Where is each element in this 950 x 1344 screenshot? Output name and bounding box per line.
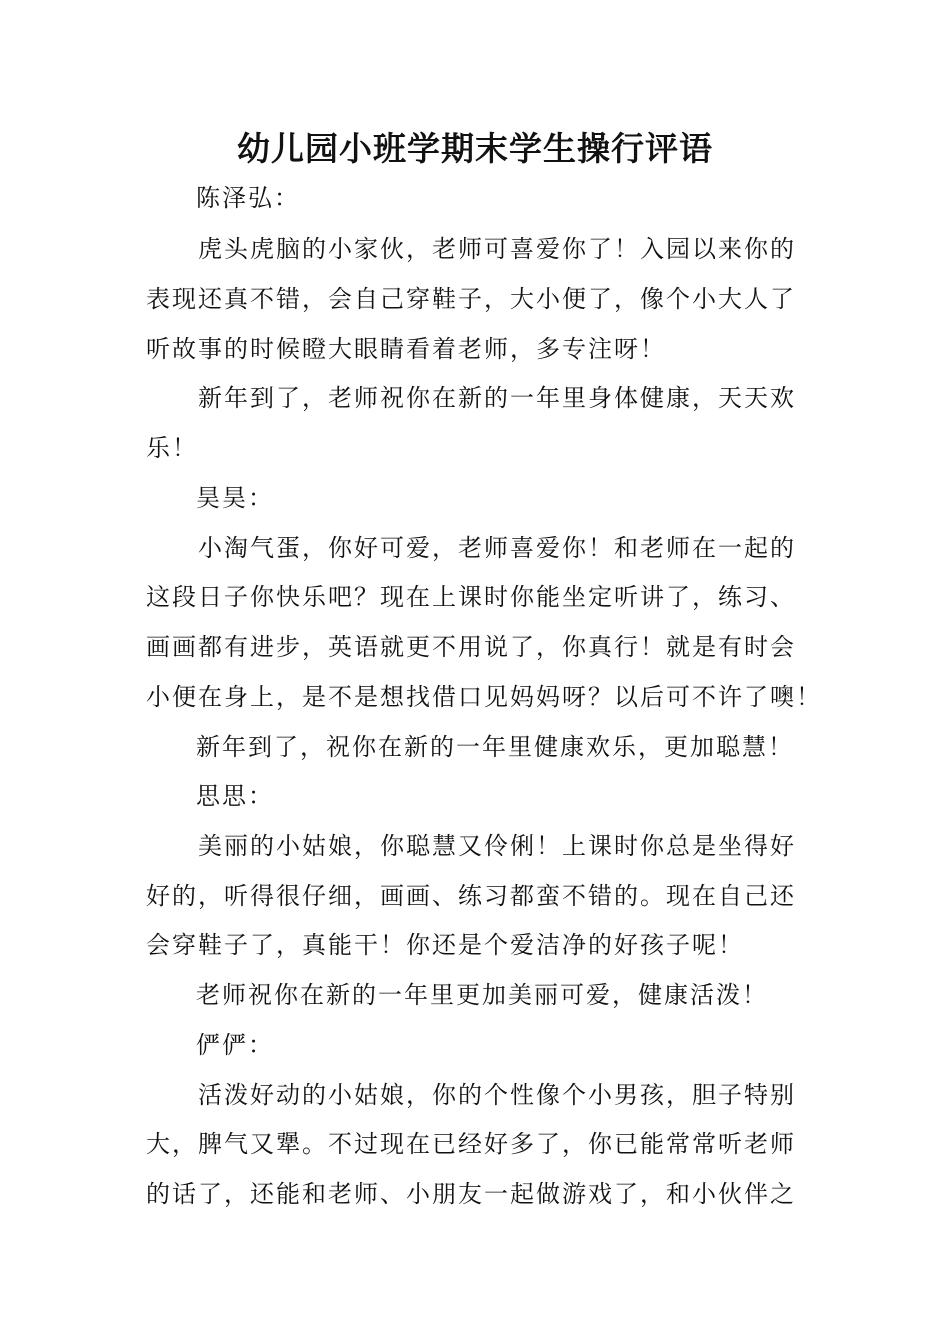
student-name-line: 陈泽弘： (196, 184, 300, 212)
paragraph-line: 画画都有进步，英语就更不用说了，你真行！就是有时会 (146, 633, 796, 661)
student-name-line: 思思： (196, 782, 274, 810)
paragraph-line: 虎头虎脑的小家伙，老师可喜爱你了！入园以来你的 (198, 235, 796, 263)
paragraph-line: 表现还真不错，会自己穿鞋子，大小便了，像个小大人了 (146, 285, 796, 313)
paragraph-line: 听故事的时候瞪大眼睛看着老师，多专注呀！ (146, 335, 666, 363)
document-title: 幼儿园小班学期末学生操行评语 (237, 129, 713, 168)
paragraph-line: 会穿鞋子了，真能干！你还是个爱洁净的好孩子呢！ (146, 931, 744, 959)
paragraph-line: 好的，听得很仔细，画画、练习都蛮不错的。现在自己还 (146, 882, 796, 910)
paragraph-line: 小淘气蛋，你好可爱，老师喜爱你！和老师在一起的 (198, 534, 796, 562)
student-name-line: 昊昊： (196, 484, 274, 512)
paragraph-line: 美丽的小姑娘，你聪慧又伶俐！上课时你总是坐得好 (198, 832, 796, 860)
paragraph-line: 新年到了，老师祝你在新的一年里身体健康，天天欢 (198, 384, 796, 412)
paragraph-line: 这段日子你快乐吧？现在上课时你能坐定听讲了，练习、 (146, 583, 796, 611)
paragraph-line: 活泼好动的小姑娘，你的个性像个小男孩，胆子特别 (198, 1081, 796, 1109)
paragraph-line: 小便在身上，是不是想找借口见妈妈呀？以后可不许了噢！ (146, 683, 822, 711)
paragraph-line: 乐！ (146, 434, 198, 462)
paragraph-line: 大，脾气又犟。不过现在已经好多了，你已能常常听老师 (146, 1130, 796, 1158)
student-name-line: 俨俨： (196, 1031, 274, 1059)
paragraph-line: 的话了，还能和老师、小朋友一起做游戏了，和小伙伴之 (146, 1180, 796, 1208)
paragraph-line: 新年到了，祝你在新的一年里健康欢乐，更加聪慧！ (196, 733, 794, 761)
paragraph-line: 老师祝你在新的一年里更加美丽可爱，健康活泼！ (196, 981, 768, 1009)
